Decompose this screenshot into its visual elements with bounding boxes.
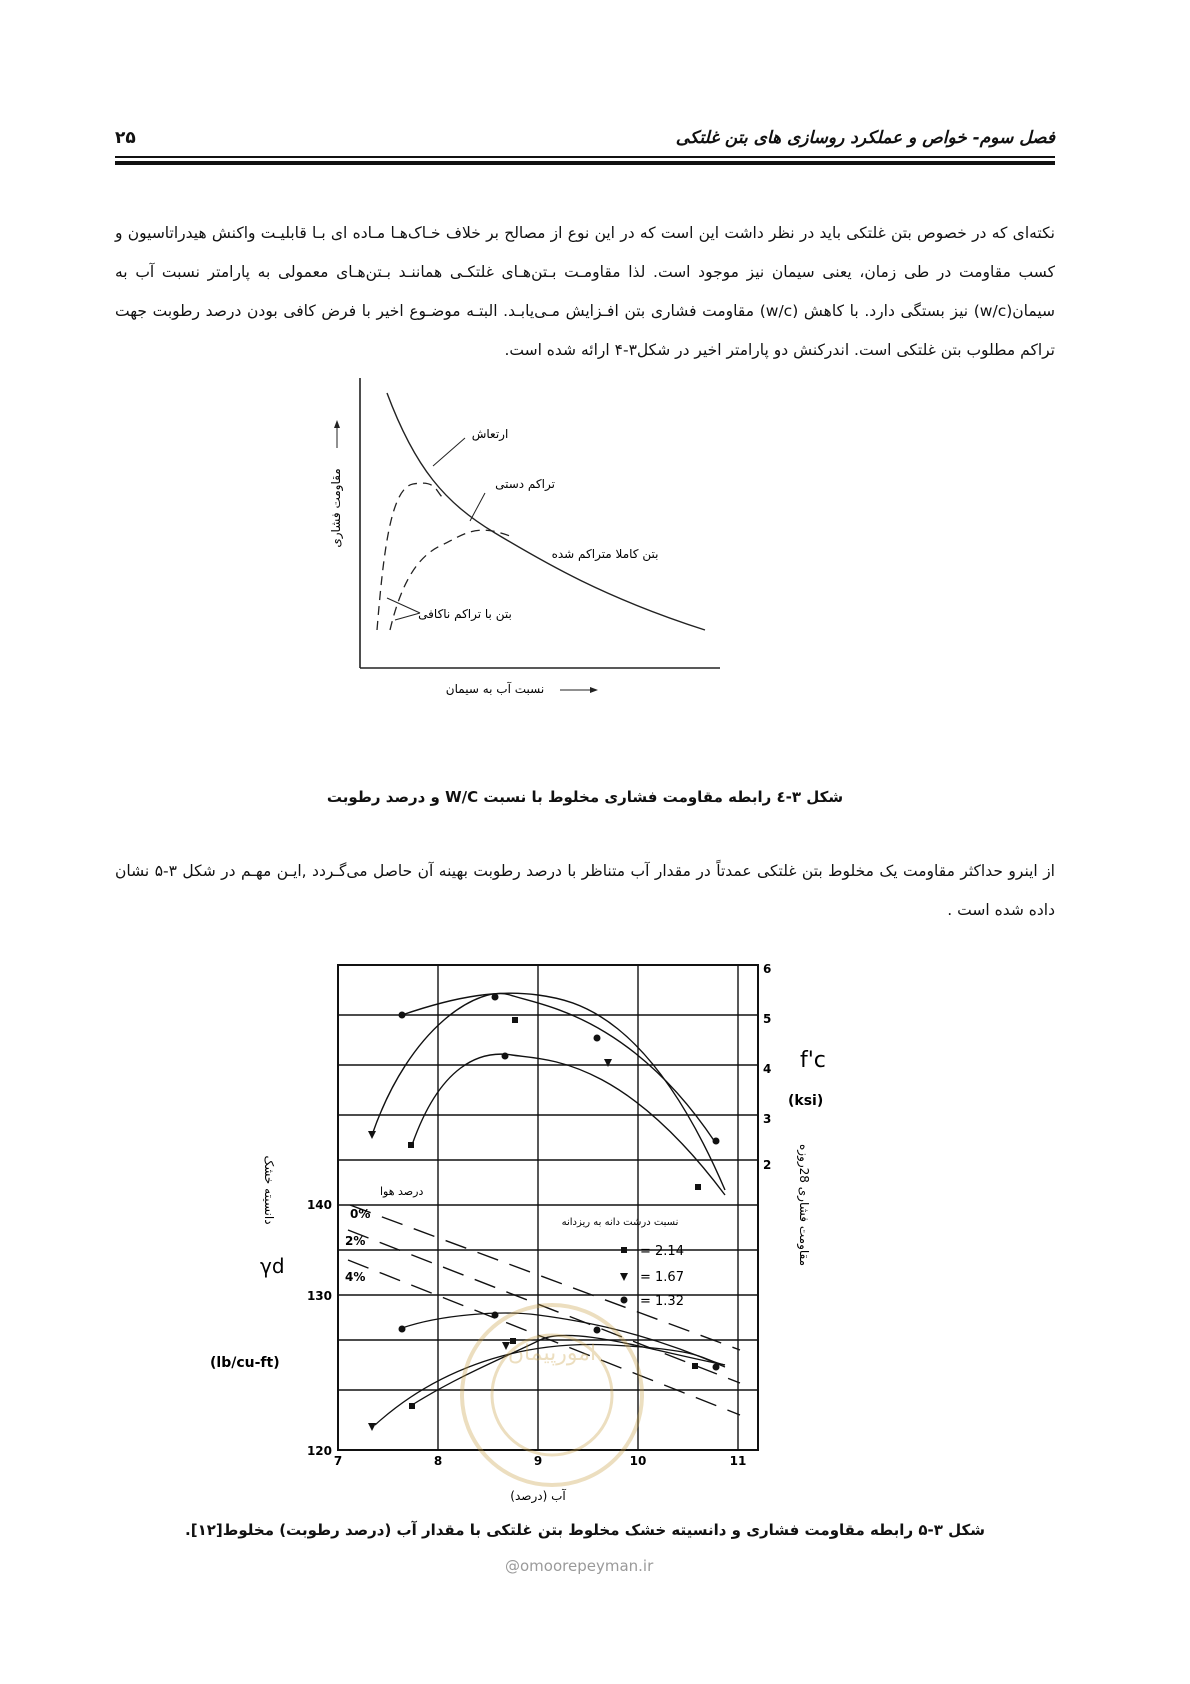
- header-rule-thin: [115, 156, 1055, 158]
- svg-text:8: 8: [433, 1454, 443, 1468]
- x-ticks: [334, 1454, 747, 1468]
- figure-strength-density-vs-water: [180, 955, 920, 1515]
- strength-curves: [372, 993, 725, 1195]
- left-label-group: [262, 1155, 276, 1224]
- zero-air-lines: [348, 1205, 740, 1415]
- right-ticks: [763, 962, 771, 1172]
- legend-title: نسبت درشت دانه به ریزدانه: [561, 1217, 679, 1228]
- x-axis-label: آب (درصد): [510, 1489, 566, 1503]
- body-paragraph-1: [115, 214, 1055, 370]
- air-4: 4%: [345, 1270, 366, 1284]
- density-points: [368, 1312, 720, 1432]
- air-header: درصد هوا: [380, 1185, 424, 1198]
- svg-text:6: 6: [763, 962, 772, 976]
- svg-text:3: 3: [763, 1112, 772, 1126]
- x-axis-label: نسبت آب به سیمان: [445, 682, 545, 696]
- plot-frame: [338, 965, 758, 1450]
- svg-text:11: 11: [729, 1454, 747, 1468]
- chapter-title: فصل سوم- خواص و عملکرد روسازی های بتن غلتکی: [675, 128, 1055, 148]
- density-curves: [375, 1313, 725, 1425]
- leader-incomplete-2: [395, 613, 420, 620]
- svg-text:9: 9: [533, 1454, 543, 1468]
- figure2-caption: شکل ۳-۵ رابطه مقاومت فشاری و دانسیته خشک مخلوط بتن غلتکی با مقدار آب (درصد رطوبت) مخلوط[۱۲].: [185, 1521, 985, 1539]
- paragraph-text: از اینرو حداکثر مقاومت یک مخلوط بتن غلتکی عمدتاً در مقدار آب متناظر با درصد رطوبت بهینه آن حاصل می‌گـردد ,ایـن مهـم در شکل ۳-۵ نشان داده شده است .: [115, 862, 1055, 919]
- x-arrow-head-icon: [590, 687, 598, 693]
- legend-1.67: = 1.67: [640, 1270, 684, 1285]
- fc-symbol: f'c: [800, 1048, 826, 1073]
- right-axis-label: مقاومت فشاری 28روزه: [797, 1143, 811, 1267]
- svg-text:120: 120: [306, 1444, 332, 1458]
- right-unit: (ksi): [788, 1093, 824, 1109]
- left-axis-label: دانسیته خشک: [262, 1155, 276, 1225]
- legend-circle-icon: [621, 1297, 628, 1304]
- svg-text:7: 7: [333, 1454, 343, 1468]
- y-axis-title: [329, 468, 344, 547]
- header-rule-thick: [115, 161, 1055, 165]
- svg-text:4: 4: [763, 1062, 772, 1076]
- leader-hand: [470, 493, 485, 521]
- y-axis-label: مقاومت فشاری: [329, 468, 343, 548]
- figure-strength-vs-wc: [329, 398, 815, 773]
- svg-text:10: 10: [629, 1454, 647, 1468]
- page-header: [115, 128, 1055, 164]
- label-incomplete: بتن با تراکم ناکافی: [418, 607, 512, 621]
- gamma-symbol: γd: [260, 1254, 285, 1278]
- air-0: 0%: [350, 1207, 371, 1221]
- right-label-group: [796, 1144, 811, 1266]
- legend-square-icon: [621, 1247, 627, 1253]
- body-paragraph-2: [115, 852, 1055, 930]
- watermark-url: @omoorepeyman.ir: [505, 1557, 654, 1575]
- watermark-seal-icon: [462, 1305, 642, 1485]
- leader-incomplete-1: [387, 598, 420, 613]
- page-number: ۲۵: [115, 128, 136, 148]
- figure1-caption: شکل ۳-٤ رابطه مقاومت فشاری مخلوط با نسبت W/C و درصد رطوبت: [326, 788, 844, 806]
- watermark-text: امورپیمان: [507, 1341, 597, 1366]
- left-unit: (lb/cu-ft): [210, 1355, 280, 1371]
- svg-text:140: 140: [306, 1198, 332, 1212]
- paragraph-text: نکته‌ای که در خصوص بتن غلتکی باید در نظر داشت این است که در این نوع از مصالح بر خلاف خـاک‌هـا مـاده ای بـا قابلیـت واکنش هیدراتاسیون و کسب مقاومت در طی زمان، یعنی سیمان نیز موجود است. لذا مقاومـت بـتن‌هـای غلتکـی هماننـد بـتن‌هـای معمولی به پارامتر نسبت آب به سیمان(w/c) نیز بستگی دارد. با کاهش (w/c) مقاومت فشاری بتن افـزایش مـی‌یابـد. البتـه موضـوع اخیر با فرض کافی بودن درصد رطوبت جهت تراکم مطلوب بتن غلتکی است. اندرکنش دو پارامتر اخیر در شکل۳-۴ ارائه شده است.: [115, 224, 1055, 359]
- vertical-grid: [438, 965, 738, 1450]
- label-vibration: ارتعاش: [471, 427, 509, 441]
- legend-1.32: = 1.32: [640, 1294, 684, 1309]
- air-2: 2%: [345, 1234, 366, 1248]
- legend-triangle-icon: [620, 1273, 628, 1281]
- y-arrow-head-icon: [334, 420, 340, 428]
- svg-text:130: 130: [306, 1289, 332, 1303]
- svg-text:2: 2: [763, 1158, 772, 1172]
- label-hand-compaction: تراکم دستی: [495, 477, 555, 491]
- left-ticks: [307, 1198, 332, 1458]
- svg-text:5: 5: [763, 1012, 772, 1026]
- leader-vibration: [433, 438, 465, 466]
- label-fully-compacted: بتن کاملا متراکم شده: [551, 547, 659, 561]
- legend-2.14: = 2.14: [640, 1244, 684, 1259]
- curve-fully-compacted: [387, 393, 705, 630]
